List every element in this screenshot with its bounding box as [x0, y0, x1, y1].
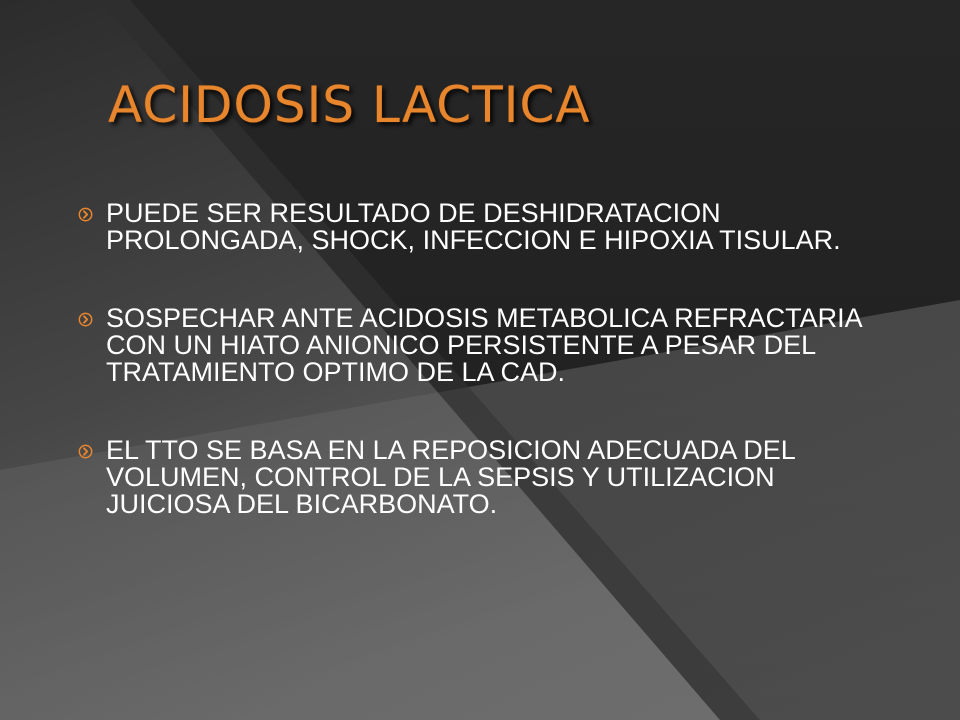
circled-chevron-right-icon: [78, 207, 93, 222]
bullet-text: EL TTO SE BASA EN LA REPOSICION ADECUADA DEL VOLUMEN, CONTROL DE LA SEPSIS Y UTILIZACION JUICIOSA DEL BICARBONATO.: [106, 435, 795, 519]
bullet-list: [70, 200, 890, 518]
bullet-item: [70, 305, 890, 386]
circled-chevron-right-icon: [78, 444, 93, 459]
slide-title: ACIDOSIS LACTICA: [108, 76, 591, 134]
bullet-text: SOSPECHAR ANTE ACIDOSIS METABOLICA REFRACTARIA CON UN HIATO ANIONICO PERSISTENTE A PESAR DEL TRATAMIENTO OPTIMO DE LA CAD.: [106, 303, 862, 387]
bullet-text: PUEDE SER RESULTADO DE DESHIDRATACION PROLONGADA, SHOCK, INFECCION E HIPOXIA TISULAR.: [106, 198, 841, 255]
bullet-item: [70, 437, 890, 518]
circled-chevron-right-icon: [78, 312, 93, 327]
bullet-item: [70, 200, 890, 254]
